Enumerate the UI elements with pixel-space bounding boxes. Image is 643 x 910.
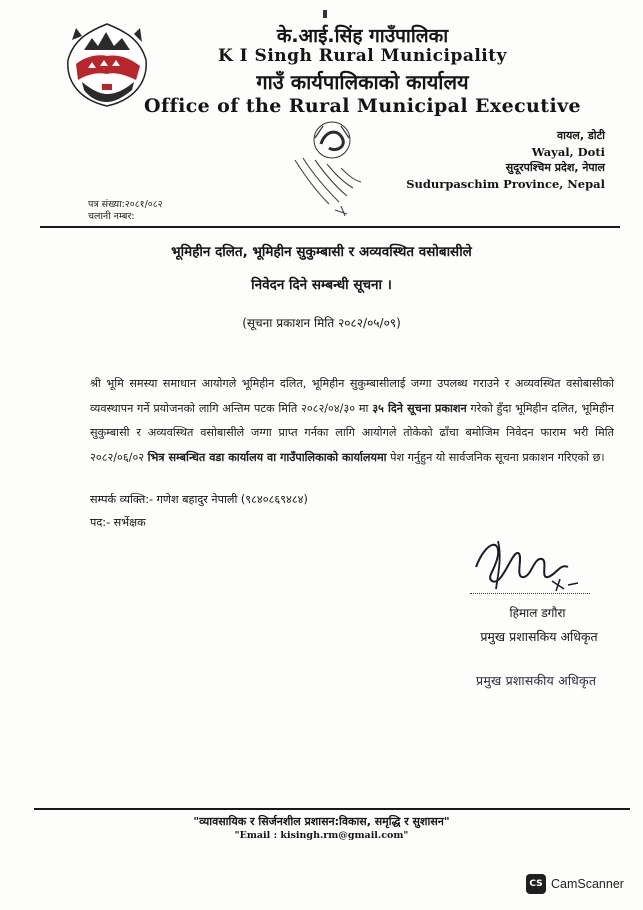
address-place-english: Wayal, Doti <box>531 145 605 159</box>
office-address <box>406 128 605 192</box>
camscanner-icon: CS <box>526 874 546 894</box>
address-province-english: Sudurpaschim Province, Nepal <box>406 177 605 191</box>
footer-divider <box>34 808 630 810</box>
address-province-nepali: सुदूरपश्चिम प्रदेश, नेपाल <box>505 161 605 174</box>
letter-number: पत्र संख्या:२०८१/०८२ <box>88 199 163 210</box>
contact-post: पद:- सर्भेक्षक <box>90 516 146 529</box>
notice-body <box>90 372 614 470</box>
body-text-1: श्री भूमि समस्या समाधान आयोगले भूमिहीन दलित, भूमिहीन सुकुम्बासीलाई जग्गा उपलब्ध गराउने र अव्यवस्थित वसोबासीको व्यवस्थापन गर्ने प्रयोजनको लागि अन्तिम पटक मिति २०८२/०४/३० मा <box>90 377 614 415</box>
footer-email: "Email : kisingh.rm@gmail.com" <box>234 830 409 841</box>
signature-line <box>470 593 590 594</box>
footer-slogan: "व्यावसायिक र सिर्जनशील प्रशासन:विकास, समृद्धि र सुशासन" <box>193 815 450 828</box>
body-bold-2: भित्र सम्बन्धित वडा कार्यालय वा गाउँपालिकाको कार्यालयमा <box>147 450 387 464</box>
office-name-english: Office of the Rural Municipal Executive <box>144 95 581 117</box>
government-emblem-icon <box>62 20 152 110</box>
municipality-name-nepali: के.आई.सिंह गाउँपालिका <box>276 25 449 47</box>
signatory-title: प्रमुख प्रशासकिय अधिकृत <box>480 629 598 644</box>
office-seal-icon <box>285 118 380 220</box>
body-bold-1: ३५ दिने सूचना प्रकाशन <box>372 401 467 415</box>
designation-stamp: प्रमुख प्रशासकीय अधिकृत <box>476 673 597 688</box>
contact-person: सम्पर्क व्यक्ति:- गणेश बहादुर नेपाली (९८४०८६९४८४) <box>90 493 308 506</box>
body-text-2: गरेको हुँदा भूमिहीन दलित, भूमिहीन सुकुम्बासी र अव्यवस्थित वसोबासीले जग्गा प्राप्त गर्नका लागि आयोगले तोकेको ढाँचा बमोजिम निवेदन फाराम भरी मिति २०८२/०६/०२ <box>90 401 614 464</box>
scan-mark <box>323 10 327 18</box>
header-divider <box>40 226 620 228</box>
camscanner-watermark <box>526 874 624 894</box>
notice-title-line2: निवेदन दिने सम्बन्धी सूचना । <box>251 277 392 293</box>
municipality-name-english: K I Singh Rural Municipality <box>217 46 507 66</box>
address-place-nepali: वायल, डोटी <box>557 129 605 142</box>
dispatch-number: चलानी नम्बर: <box>88 211 135 222</box>
signature-icon <box>468 533 583 595</box>
notice-publish-date: (सूचना प्रकाशन मिति २०८२/०५/०९) <box>242 316 401 330</box>
signatory-name: हिमाल डगौरा <box>509 606 566 620</box>
body-text-3: पेश गर्नुहुन यो सार्वजनिक सूचना प्रकाशन गरिएको छ। <box>386 450 605 464</box>
notice-title-line1: भूमिहीन दलित, भूमिहीन सुकुम्बासी र अव्यवस्थित वसोबासीले <box>171 244 472 260</box>
camscanner-label: CamScanner <box>551 877 624 891</box>
reference-numbers <box>88 199 163 223</box>
office-name-nepali: गाउँ कार्यपालिकाको कार्यालय <box>256 70 469 94</box>
